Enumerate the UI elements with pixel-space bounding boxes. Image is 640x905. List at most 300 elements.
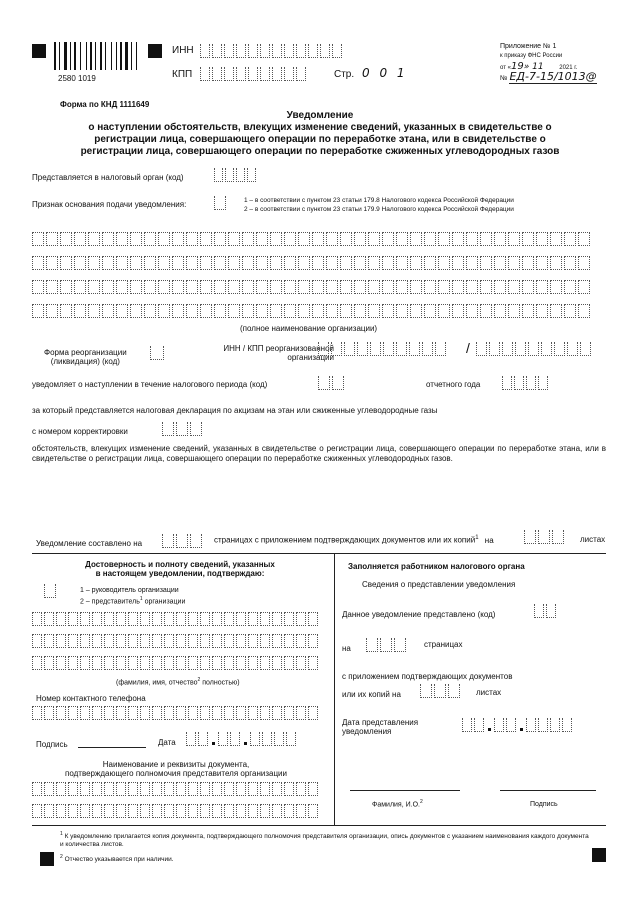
input-cell[interactable] xyxy=(480,304,492,318)
input-cell[interactable] xyxy=(224,804,234,818)
input-cell[interactable] xyxy=(580,342,591,356)
input-cell[interactable] xyxy=(80,634,90,648)
input-cell[interactable] xyxy=(394,638,406,652)
right-copies-field[interactable] xyxy=(420,684,462,698)
input-cell[interactable] xyxy=(424,280,436,294)
input-cell[interactable] xyxy=(32,782,42,796)
input-cell[interactable] xyxy=(32,280,44,294)
input-cell[interactable] xyxy=(396,256,408,270)
input-cell[interactable] xyxy=(128,612,138,626)
input-cell[interactable] xyxy=(550,304,562,318)
input-cell[interactable] xyxy=(526,376,536,390)
org-name-row-4[interactable] xyxy=(32,304,592,318)
input-cell[interactable] xyxy=(74,232,86,246)
input-cell[interactable] xyxy=(60,304,72,318)
input-cell[interactable] xyxy=(494,718,504,732)
input-cell[interactable] xyxy=(214,232,226,246)
input-cell[interactable] xyxy=(116,304,128,318)
reporting-year-field[interactable] xyxy=(502,376,550,390)
input-cell[interactable] xyxy=(262,732,272,746)
input-cell[interactable] xyxy=(284,706,294,720)
input-cell[interactable] xyxy=(476,342,487,356)
input-cell[interactable] xyxy=(340,280,352,294)
input-cell[interactable] xyxy=(368,256,380,270)
input-cell[interactable] xyxy=(164,706,174,720)
basis-code-field[interactable] xyxy=(214,196,228,210)
input-cell[interactable] xyxy=(116,612,126,626)
input-cell[interactable] xyxy=(116,256,128,270)
input-cell[interactable] xyxy=(396,280,408,294)
right-date-day-field[interactable] xyxy=(462,718,486,732)
input-cell[interactable] xyxy=(382,256,394,270)
input-cell[interactable] xyxy=(190,422,202,436)
input-cell[interactable] xyxy=(494,280,506,294)
input-cell[interactable] xyxy=(200,804,210,818)
input-cell[interactable] xyxy=(116,634,126,648)
input-cell[interactable] xyxy=(256,280,268,294)
input-cell[interactable] xyxy=(344,342,355,356)
input-cell[interactable] xyxy=(46,256,58,270)
input-cell[interactable] xyxy=(214,256,226,270)
input-cell[interactable] xyxy=(188,804,198,818)
input-cell[interactable] xyxy=(284,782,294,796)
input-cell[interactable] xyxy=(150,346,164,360)
input-cell[interactable] xyxy=(508,232,520,246)
input-cell[interactable] xyxy=(92,706,102,720)
date-day-field[interactable] xyxy=(186,732,210,746)
input-cell[interactable] xyxy=(46,280,58,294)
input-cell[interactable] xyxy=(212,804,222,818)
input-cell[interactable] xyxy=(140,804,150,818)
input-cell[interactable] xyxy=(92,612,102,626)
input-cell[interactable] xyxy=(200,656,210,670)
input-cell[interactable] xyxy=(176,706,186,720)
input-cell[interactable] xyxy=(538,718,548,732)
input-cell[interactable] xyxy=(88,256,100,270)
input-cell[interactable] xyxy=(200,612,210,626)
input-cell[interactable] xyxy=(247,168,256,182)
input-cell[interactable] xyxy=(56,634,66,648)
input-cell[interactable] xyxy=(144,232,156,246)
input-cell[interactable] xyxy=(312,232,324,246)
input-cell[interactable] xyxy=(354,280,366,294)
input-cell[interactable] xyxy=(536,232,548,246)
input-cell[interactable] xyxy=(214,280,226,294)
input-cell[interactable] xyxy=(176,422,188,436)
input-cell[interactable] xyxy=(248,804,258,818)
input-cell[interactable] xyxy=(508,280,520,294)
input-cell[interactable] xyxy=(260,612,270,626)
input-cell[interactable] xyxy=(116,656,126,670)
input-cell[interactable] xyxy=(186,732,196,746)
inn-field[interactable] xyxy=(200,44,344,58)
right-date-year-field[interactable] xyxy=(526,718,574,732)
input-cell[interactable] xyxy=(128,706,138,720)
input-cell[interactable] xyxy=(260,634,270,648)
input-cell[interactable] xyxy=(466,280,478,294)
input-cell[interactable] xyxy=(224,782,234,796)
input-cell[interactable] xyxy=(260,804,270,818)
doc-row-2[interactable] xyxy=(32,804,320,818)
input-cell[interactable] xyxy=(188,782,198,796)
input-cell[interactable] xyxy=(538,530,550,544)
input-cell[interactable] xyxy=(102,304,114,318)
input-cell[interactable] xyxy=(56,706,66,720)
input-cell[interactable] xyxy=(320,44,330,58)
input-cell[interactable] xyxy=(260,706,270,720)
input-cell[interactable] xyxy=(326,304,338,318)
input-cell[interactable] xyxy=(508,304,520,318)
input-cell[interactable] xyxy=(92,634,102,648)
input-cell[interactable] xyxy=(494,232,506,246)
input-cell[interactable] xyxy=(284,634,294,648)
input-cell[interactable] xyxy=(296,44,306,58)
input-cell[interactable] xyxy=(186,304,198,318)
input-cell[interactable] xyxy=(260,44,270,58)
input-cell[interactable] xyxy=(248,782,258,796)
input-cell[interactable] xyxy=(284,67,294,81)
signature-line[interactable] xyxy=(78,747,146,748)
input-cell[interactable] xyxy=(74,280,86,294)
input-cell[interactable] xyxy=(272,612,282,626)
input-cell[interactable] xyxy=(298,304,310,318)
input-cell[interactable] xyxy=(68,782,78,796)
input-cell[interactable] xyxy=(312,304,324,318)
input-cell[interactable] xyxy=(448,684,460,698)
input-cell[interactable] xyxy=(541,342,552,356)
input-cell[interactable] xyxy=(260,67,270,81)
input-cell[interactable] xyxy=(564,232,576,246)
input-cell[interactable] xyxy=(224,67,234,81)
input-cell[interactable] xyxy=(164,782,174,796)
input-cell[interactable] xyxy=(212,612,222,626)
input-cell[interactable] xyxy=(46,304,58,318)
input-cell[interactable] xyxy=(200,67,210,81)
input-cell[interactable] xyxy=(236,656,246,670)
input-cell[interactable] xyxy=(248,634,258,648)
input-cell[interactable] xyxy=(128,804,138,818)
input-cell[interactable] xyxy=(236,634,246,648)
input-cell[interactable] xyxy=(284,280,296,294)
input-cell[interactable] xyxy=(550,718,560,732)
input-cell[interactable] xyxy=(176,534,188,548)
input-cell[interactable] xyxy=(32,656,42,670)
input-cell[interactable] xyxy=(270,304,282,318)
input-cell[interactable] xyxy=(242,280,254,294)
input-cell[interactable] xyxy=(198,732,208,746)
input-cell[interactable] xyxy=(32,232,44,246)
input-cell[interactable] xyxy=(424,304,436,318)
input-cell[interactable] xyxy=(466,232,478,246)
input-cell[interactable] xyxy=(296,706,306,720)
input-cell[interactable] xyxy=(80,782,90,796)
input-cell[interactable] xyxy=(368,232,380,246)
input-cell[interactable] xyxy=(550,256,562,270)
input-cell[interactable] xyxy=(256,304,268,318)
input-cell[interactable] xyxy=(228,256,240,270)
input-cell[interactable] xyxy=(144,256,156,270)
input-cell[interactable] xyxy=(340,256,352,270)
input-cell[interactable] xyxy=(104,656,114,670)
input-cell[interactable] xyxy=(284,304,296,318)
input-cell[interactable] xyxy=(140,634,150,648)
input-cell[interactable] xyxy=(212,656,222,670)
input-cell[interactable] xyxy=(116,804,126,818)
input-cell[interactable] xyxy=(332,376,344,390)
input-cell[interactable] xyxy=(396,232,408,246)
input-cell[interactable] xyxy=(242,256,254,270)
input-cell[interactable] xyxy=(164,634,174,648)
input-cell[interactable] xyxy=(102,232,114,246)
input-cell[interactable] xyxy=(420,684,432,698)
input-cell[interactable] xyxy=(158,232,170,246)
input-cell[interactable] xyxy=(409,342,420,356)
right-date-month-field[interactable] xyxy=(494,718,518,732)
input-cell[interactable] xyxy=(140,612,150,626)
input-cell[interactable] xyxy=(56,656,66,670)
input-cell[interactable] xyxy=(32,304,44,318)
input-cell[interactable] xyxy=(116,782,126,796)
input-cell[interactable] xyxy=(522,304,534,318)
input-cell[interactable] xyxy=(186,280,198,294)
input-cell[interactable] xyxy=(104,804,114,818)
input-cell[interactable] xyxy=(212,706,222,720)
input-cell[interactable] xyxy=(422,342,433,356)
input-cell[interactable] xyxy=(88,304,100,318)
input-cell[interactable] xyxy=(368,280,380,294)
input-cell[interactable] xyxy=(410,256,422,270)
input-cell[interactable] xyxy=(242,304,254,318)
input-cell[interactable] xyxy=(224,656,234,670)
input-cell[interactable] xyxy=(236,782,246,796)
input-cell[interactable] xyxy=(326,280,338,294)
input-cell[interactable] xyxy=(144,304,156,318)
input-cell[interactable] xyxy=(228,280,240,294)
input-cell[interactable] xyxy=(284,804,294,818)
date-year-field[interactable] xyxy=(250,732,298,746)
input-cell[interactable] xyxy=(296,612,306,626)
input-cell[interactable] xyxy=(104,782,114,796)
input-cell[interactable] xyxy=(298,232,310,246)
input-cell[interactable] xyxy=(260,782,270,796)
input-cell[interactable] xyxy=(536,280,548,294)
input-cell[interactable] xyxy=(158,304,170,318)
input-cell[interactable] xyxy=(228,232,240,246)
input-cell[interactable] xyxy=(188,656,198,670)
input-cell[interactable] xyxy=(452,304,464,318)
input-cell[interactable] xyxy=(130,280,142,294)
input-cell[interactable] xyxy=(564,280,576,294)
input-cell[interactable] xyxy=(248,67,258,81)
doc-row-1[interactable] xyxy=(32,782,320,796)
input-cell[interactable] xyxy=(130,256,142,270)
input-cell[interactable] xyxy=(298,280,310,294)
input-cell[interactable] xyxy=(326,232,338,246)
signer-type-field[interactable] xyxy=(44,584,58,598)
input-cell[interactable] xyxy=(130,232,142,246)
input-cell[interactable] xyxy=(272,656,282,670)
input-cell[interactable] xyxy=(60,256,72,270)
input-cell[interactable] xyxy=(508,256,520,270)
input-cell[interactable] xyxy=(308,44,318,58)
input-cell[interactable] xyxy=(396,342,407,356)
input-cell[interactable] xyxy=(480,256,492,270)
input-cell[interactable] xyxy=(176,804,186,818)
input-cell[interactable] xyxy=(308,656,318,670)
input-cell[interactable] xyxy=(562,718,572,732)
input-cell[interactable] xyxy=(116,232,128,246)
input-cell[interactable] xyxy=(92,656,102,670)
org-name-row-3[interactable] xyxy=(32,280,592,294)
input-cell[interactable] xyxy=(128,634,138,648)
input-cell[interactable] xyxy=(438,304,450,318)
input-cell[interactable] xyxy=(224,612,234,626)
input-cell[interactable] xyxy=(284,44,294,58)
reorg-inn-field[interactable] xyxy=(318,342,448,356)
input-cell[interactable] xyxy=(214,196,226,210)
input-cell[interactable] xyxy=(56,782,66,796)
input-cell[interactable] xyxy=(176,656,186,670)
input-cell[interactable] xyxy=(506,718,516,732)
input-cell[interactable] xyxy=(382,304,394,318)
input-cell[interactable] xyxy=(68,612,78,626)
input-cell[interactable] xyxy=(236,804,246,818)
input-cell[interactable] xyxy=(332,44,342,58)
input-cell[interactable] xyxy=(200,782,210,796)
input-cell[interactable] xyxy=(60,232,72,246)
input-cell[interactable] xyxy=(578,256,590,270)
input-cell[interactable] xyxy=(502,376,512,390)
input-cell[interactable] xyxy=(212,44,222,58)
input-cell[interactable] xyxy=(116,706,126,720)
input-cell[interactable] xyxy=(225,168,234,182)
input-cell[interactable] xyxy=(480,280,492,294)
input-cell[interactable] xyxy=(272,634,282,648)
input-cell[interactable] xyxy=(68,656,78,670)
copies-sheets-field[interactable] xyxy=(524,530,566,544)
input-cell[interactable] xyxy=(536,304,548,318)
input-cell[interactable] xyxy=(382,232,394,246)
input-cell[interactable] xyxy=(284,232,296,246)
input-cell[interactable] xyxy=(116,280,128,294)
input-cell[interactable] xyxy=(186,256,198,270)
input-cell[interactable] xyxy=(536,256,548,270)
input-cell[interactable] xyxy=(56,804,66,818)
input-cell[interactable] xyxy=(522,232,534,246)
input-cell[interactable] xyxy=(410,304,422,318)
input-cell[interactable] xyxy=(452,280,464,294)
right-pages-field[interactable] xyxy=(366,638,408,652)
input-cell[interactable] xyxy=(296,67,306,81)
input-cell[interactable] xyxy=(354,256,366,270)
input-cell[interactable] xyxy=(502,342,513,356)
input-cell[interactable] xyxy=(152,804,162,818)
input-cell[interactable] xyxy=(250,732,260,746)
input-cell[interactable] xyxy=(452,232,464,246)
input-cell[interactable] xyxy=(538,376,548,390)
input-cell[interactable] xyxy=(552,530,564,544)
input-cell[interactable] xyxy=(68,804,78,818)
input-cell[interactable] xyxy=(80,656,90,670)
input-cell[interactable] xyxy=(44,782,54,796)
input-cell[interactable] xyxy=(284,256,296,270)
input-cell[interactable] xyxy=(286,732,296,746)
input-cell[interactable] xyxy=(74,256,86,270)
input-cell[interactable] xyxy=(60,280,72,294)
input-cell[interactable] xyxy=(46,232,58,246)
input-cell[interactable] xyxy=(366,638,378,652)
input-cell[interactable] xyxy=(524,530,536,544)
input-cell[interactable] xyxy=(357,342,368,356)
input-cell[interactable] xyxy=(410,232,422,246)
input-cell[interactable] xyxy=(354,232,366,246)
input-cell[interactable] xyxy=(44,634,54,648)
input-cell[interactable] xyxy=(318,342,329,356)
input-cell[interactable] xyxy=(248,44,258,58)
kpp-field[interactable] xyxy=(200,67,308,81)
input-cell[interactable] xyxy=(152,706,162,720)
input-cell[interactable] xyxy=(44,612,54,626)
input-cell[interactable] xyxy=(550,280,562,294)
input-cell[interactable] xyxy=(382,280,394,294)
input-cell[interactable] xyxy=(172,304,184,318)
input-cell[interactable] xyxy=(172,280,184,294)
input-cell[interactable] xyxy=(80,706,90,720)
input-cell[interactable] xyxy=(128,782,138,796)
input-cell[interactable] xyxy=(354,304,366,318)
input-cell[interactable] xyxy=(92,804,102,818)
input-cell[interactable] xyxy=(176,782,186,796)
fio-signature-line[interactable] xyxy=(350,790,460,791)
input-cell[interactable] xyxy=(102,280,114,294)
input-cell[interactable] xyxy=(176,634,186,648)
input-cell[interactable] xyxy=(92,782,102,796)
input-cell[interactable] xyxy=(162,422,174,436)
input-cell[interactable] xyxy=(152,634,162,648)
input-cell[interactable] xyxy=(284,656,294,670)
input-cell[interactable] xyxy=(188,706,198,720)
input-cell[interactable] xyxy=(284,612,294,626)
input-cell[interactable] xyxy=(489,342,500,356)
input-cell[interactable] xyxy=(474,718,484,732)
input-cell[interactable] xyxy=(274,732,284,746)
input-cell[interactable] xyxy=(312,280,324,294)
input-cell[interactable] xyxy=(396,304,408,318)
input-cell[interactable] xyxy=(88,280,100,294)
input-cell[interactable] xyxy=(466,304,478,318)
input-cell[interactable] xyxy=(312,256,324,270)
input-cell[interactable] xyxy=(438,280,450,294)
input-cell[interactable] xyxy=(424,256,436,270)
input-cell[interactable] xyxy=(270,280,282,294)
input-cell[interactable] xyxy=(515,342,526,356)
input-cell[interactable] xyxy=(494,256,506,270)
input-cell[interactable] xyxy=(200,256,212,270)
input-cell[interactable] xyxy=(564,256,576,270)
input-cell[interactable] xyxy=(228,304,240,318)
input-cell[interactable] xyxy=(522,256,534,270)
input-cell[interactable] xyxy=(514,376,524,390)
input-cell[interactable] xyxy=(158,280,170,294)
input-cell[interactable] xyxy=(144,280,156,294)
input-cell[interactable] xyxy=(32,634,42,648)
input-cell[interactable] xyxy=(32,706,42,720)
phone-field[interactable] xyxy=(32,706,320,720)
input-cell[interactable] xyxy=(260,656,270,670)
input-cell[interactable] xyxy=(578,232,590,246)
input-cell[interactable] xyxy=(80,804,90,818)
input-cell[interactable] xyxy=(340,232,352,246)
